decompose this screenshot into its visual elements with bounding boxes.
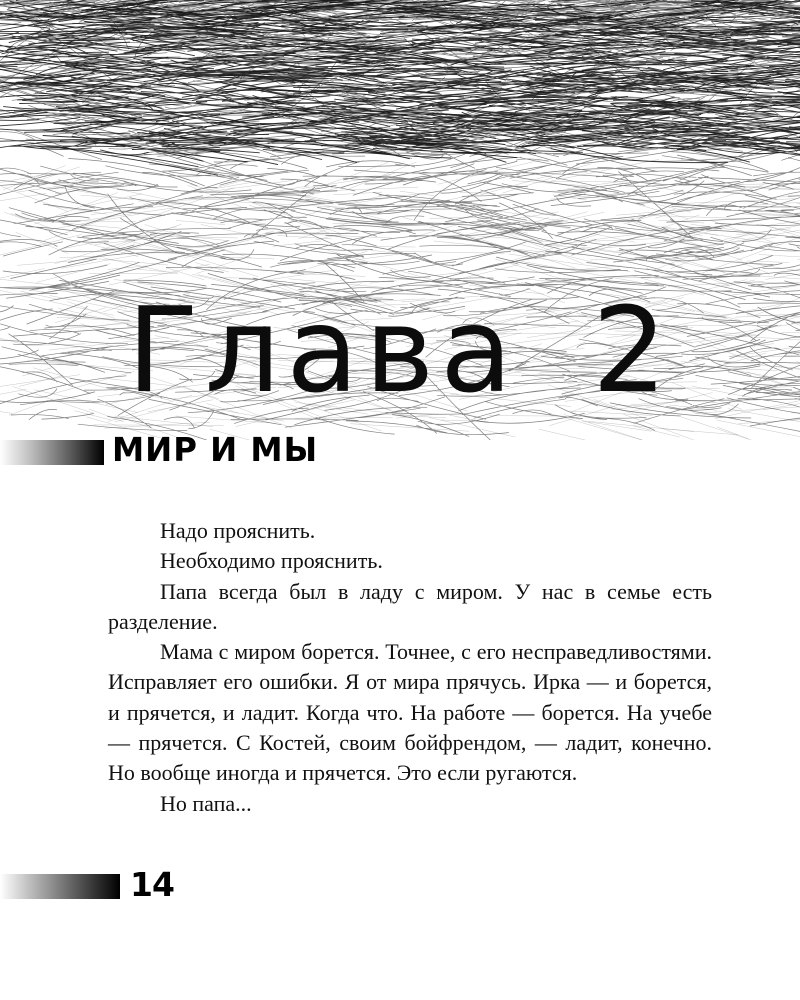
paragraph: Мама с миром борется. Точнее, с его несправедливостями. Исправляет его ошибки. Я от мира прячусь. Ирка — и борется, и прячется, и ладит. Когда что. На работе — борется. На учебе — прячется. С Костей, своим бойфрендом, — ладит, конечно. Но вообще иногда и прячется. Это если ругаются. (108, 639, 712, 786)
chapter-title: Глава 2 (126, 281, 674, 420)
paragraph: Но папа... (160, 790, 252, 816)
section-gradient-bar (0, 440, 104, 465)
page-number: 14 (130, 865, 174, 904)
paragraph: Папа всегда был в ладу с миром. У нас в семье есть разделение. (108, 578, 712, 634)
section-title: МИР И МЫ (112, 430, 319, 469)
paragraph: Надо прояснить. (160, 518, 316, 543)
paragraph: Необходимо прояснить. (160, 548, 383, 574)
body-text (108, 516, 712, 819)
page-number-gradient-bar (0, 874, 120, 899)
